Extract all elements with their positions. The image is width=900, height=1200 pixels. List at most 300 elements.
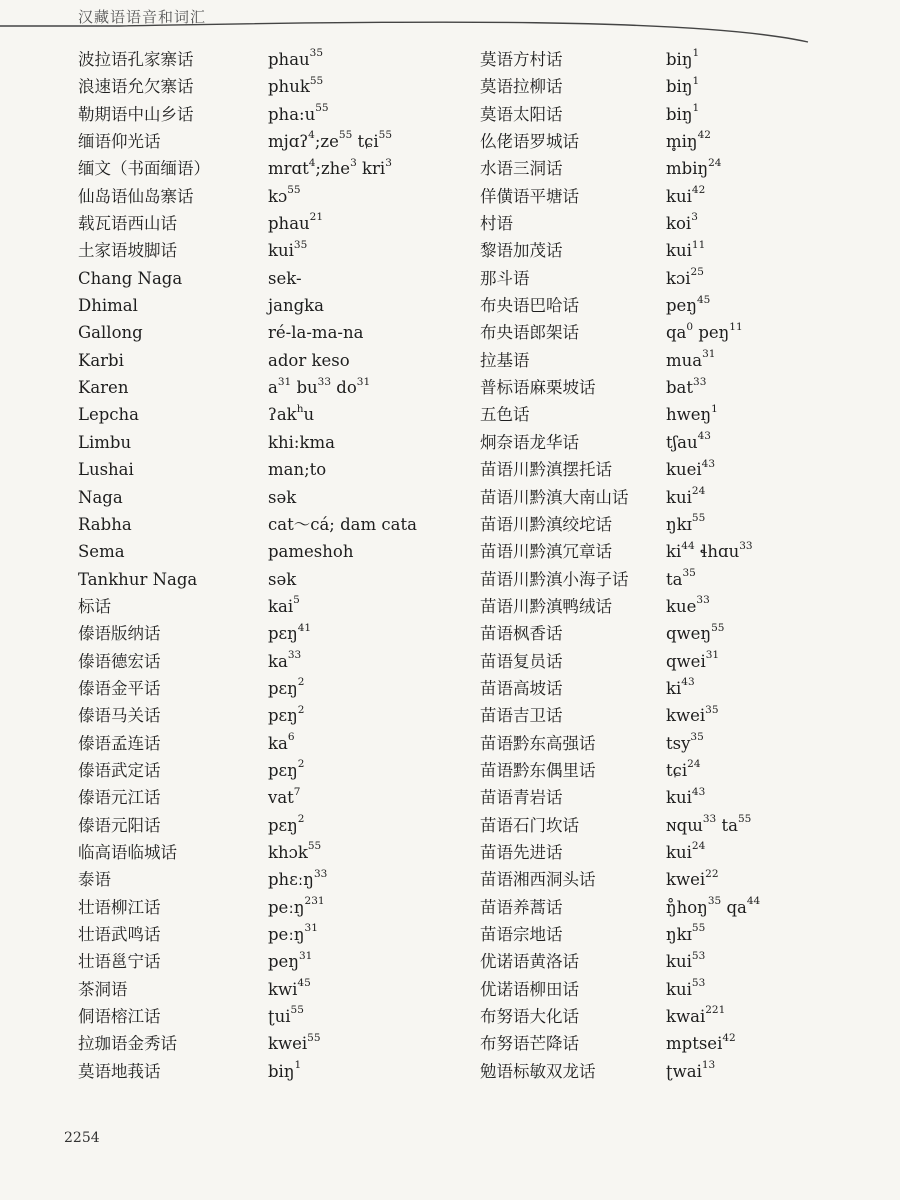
entry-row <box>480 73 760 100</box>
entry-row <box>78 1030 417 1057</box>
form-segment: phuk <box>268 77 310 97</box>
language-name: Chang Naga <box>78 268 183 288</box>
entry-row <box>78 183 417 210</box>
form-segment: kui <box>666 952 692 972</box>
form-segment: ʈwai <box>666 1061 702 1081</box>
form-segment: kwai <box>666 1007 706 1027</box>
language-name: Limbu <box>78 432 132 452</box>
language-name: 苗语湘西洞头话 <box>480 870 596 890</box>
word-form <box>268 511 417 538</box>
entry-row <box>480 237 760 264</box>
tone-mark: 55 <box>338 129 353 142</box>
language-name: 壮语武鸣话 <box>78 925 161 944</box>
language-name: 优诺语柳田话 <box>480 979 579 999</box>
word-form <box>666 866 719 893</box>
word-form <box>666 1058 715 1085</box>
language-name: 仫佬语罗城话 <box>480 132 579 152</box>
entry-row <box>480 265 760 292</box>
form-segment: ʈui <box>268 1007 291 1027</box>
form-segment: pɛŋ <box>268 624 298 644</box>
language-name: 傣语金平话 <box>78 678 161 698</box>
language-name: 壮语柳江话 <box>78 897 161 917</box>
word-form <box>666 730 704 757</box>
tone-mark: 25 <box>690 266 704 279</box>
word-form <box>268 921 318 948</box>
language-name: 苗语川黔滇冗章话 <box>480 542 612 562</box>
entry-row <box>480 866 760 893</box>
word-form <box>666 839 705 866</box>
tone-mark: 1 <box>294 1059 302 1072</box>
language-name: 勒期语中山乡话 <box>78 104 194 124</box>
language-name: 苗语宗地话 <box>480 925 563 944</box>
word-form <box>666 319 743 346</box>
language-name: 炯奈语龙华话 <box>480 432 579 452</box>
tone-mark: 1 <box>692 74 700 87</box>
language-name: 勉语标敏双龙话 <box>480 1061 596 1081</box>
form-segment: kri <box>356 159 386 179</box>
language-name: 标话 <box>78 596 111 616</box>
left-column <box>78 46 417 1085</box>
language-name: 浪速语允欠寨话 <box>78 77 194 97</box>
form-segment: phɛːŋ <box>268 870 314 890</box>
entry-row <box>480 155 760 182</box>
form-segment: ré-la-ma-na <box>268 323 364 343</box>
tone-mark: 7 <box>293 785 301 798</box>
language-name: 水语三洞话 <box>480 159 563 179</box>
form-segment: kai <box>268 596 294 616</box>
tone-mark: 55 <box>307 840 322 853</box>
tone-mark: 24 <box>708 156 722 169</box>
language-name: 苗语川黔滇鸭绒话 <box>480 596 612 616</box>
word-form <box>666 511 705 538</box>
word-form <box>666 538 753 565</box>
entry-row <box>480 183 760 210</box>
tone-mark: 35 <box>707 895 722 908</box>
tone-mark: 44 <box>746 895 761 908</box>
form-segment: ɴqɯ <box>666 815 703 835</box>
form-segment: ki <box>666 542 682 562</box>
word-form <box>666 484 705 511</box>
form-segment: mptsei <box>666 1034 723 1054</box>
language-name: 莫语太阳话 <box>480 104 563 124</box>
language-name: 苗语川黔滇大南山话 <box>480 487 629 507</box>
word-form <box>666 620 724 647</box>
language-name: 苗语吉卫话 <box>480 706 563 726</box>
form-segment: peːŋ <box>268 925 305 944</box>
entry-row <box>480 702 760 729</box>
tone-mark: 55 <box>287 184 301 197</box>
language-name: 苗语石门坎话 <box>480 815 579 835</box>
tone-mark: 31 <box>298 949 313 962</box>
word-form <box>268 456 326 483</box>
entry-row <box>480 1030 760 1057</box>
language-name: 侗语榕江话 <box>78 1007 161 1027</box>
tone-mark: 45 <box>297 977 311 990</box>
entry-row <box>480 839 760 866</box>
form-segment: qa <box>721 897 747 917</box>
language-name: 苗语川黔滇绞坨话 <box>480 514 612 534</box>
language-name: 茶洞语 <box>78 979 128 999</box>
entry-row <box>480 128 760 155</box>
entry-row <box>480 757 760 784</box>
language-name: 黎语加茂话 <box>480 241 563 261</box>
language-name: Gallong <box>78 323 143 343</box>
language-name: 莫语地莪话 <box>78 1061 161 1081</box>
entry-row <box>480 347 760 374</box>
form-segment: kue <box>666 596 697 616</box>
language-name: 傣语版纳话 <box>78 624 161 644</box>
tone-mark: 35 <box>690 731 704 743</box>
entry-row <box>480 456 760 483</box>
word-form <box>268 976 311 1003</box>
word-form <box>268 675 304 702</box>
word-form <box>268 128 392 155</box>
language-name: 傣语武定话 <box>78 760 161 780</box>
form-segment: kwi <box>268 979 298 999</box>
form-segment: ka <box>268 651 288 671</box>
entry-row <box>78 894 417 921</box>
entry-row <box>78 784 417 811</box>
entry-row <box>480 1058 760 1085</box>
language-name: 苗语先进话 <box>480 842 563 862</box>
language-name: 那斗语 <box>480 268 530 288</box>
form-segment: mua <box>666 350 703 370</box>
tone-mark: 24 <box>691 484 706 497</box>
word-form <box>666 128 711 155</box>
entry-row <box>480 292 760 319</box>
tone-mark: 35 <box>293 238 308 251</box>
word-form <box>666 702 719 729</box>
language-name: Naga <box>78 487 123 507</box>
tone-mark: 42 <box>722 1031 736 1044</box>
language-name: 苗语枫香话 <box>480 624 563 644</box>
form-segment: jangka <box>268 296 324 316</box>
entry-row <box>78 128 417 155</box>
word-form <box>666 456 715 483</box>
entry-row <box>78 648 417 675</box>
form-segment: vat <box>268 788 294 808</box>
tone-mark: 31 <box>705 648 720 661</box>
tone-mark: 33 <box>287 648 302 661</box>
form-segment: ka <box>268 733 288 753</box>
form-segment: peŋ <box>666 296 697 316</box>
entry-row <box>78 319 417 346</box>
language-name: Rabha <box>78 514 132 534</box>
language-name: 苗语川黔滇小海子话 <box>480 569 629 589</box>
language-name: 拉珈语金秀话 <box>78 1034 177 1054</box>
word-form <box>666 593 710 620</box>
word-form <box>666 1003 725 1030</box>
word-form <box>666 374 706 401</box>
entry-row <box>480 976 760 1003</box>
form-segment: kɔ <box>268 186 288 206</box>
form-segment: kui <box>666 979 692 999</box>
language-name: 仙岛语仙岛寨话 <box>78 186 194 206</box>
tone-mark: 41 <box>297 621 312 634</box>
tone-mark: 4 <box>308 129 315 142</box>
form-segment: mrɑt <box>268 159 309 179</box>
entry-row <box>78 1058 417 1085</box>
word-form <box>268 620 311 647</box>
form-segment: mbiŋ <box>666 159 709 179</box>
form-segment: kui <box>268 241 294 261</box>
word-form <box>268 237 307 264</box>
tone-mark: 42 <box>697 129 711 142</box>
language-name: 傣语元阳话 <box>78 815 161 835</box>
tone-mark: 45 <box>696 293 711 306</box>
language-name: 苗语复员话 <box>480 651 563 671</box>
word-form <box>666 948 705 975</box>
form-segment: kwei <box>666 870 706 890</box>
entry-row <box>78 976 417 1003</box>
word-form <box>268 866 327 893</box>
language-name: 缅文（书面缅语） <box>78 159 210 179</box>
entry-row <box>480 101 760 128</box>
tone-mark: 55 <box>309 74 324 87</box>
word-form <box>666 648 719 675</box>
entry-row <box>480 566 760 593</box>
form-segment: pɛŋ <box>268 678 298 698</box>
tone-mark: 53 <box>691 977 706 990</box>
word-form <box>666 347 716 374</box>
word-form <box>666 921 705 948</box>
tone-mark: 53 <box>691 949 706 962</box>
language-name: 布央语巴哈话 <box>480 296 579 316</box>
language-name: Lushai <box>78 460 134 480</box>
word-form <box>268 210 323 237</box>
language-name: 布努语大化话 <box>480 1007 579 1027</box>
entry-row <box>480 401 760 428</box>
word-form <box>268 101 329 128</box>
form-segment: pɛŋ <box>268 706 298 726</box>
word-form <box>666 265 704 292</box>
form-segment: qweŋ <box>666 624 712 644</box>
word-form <box>268 538 353 565</box>
word-form <box>268 429 335 456</box>
word-form <box>268 1003 304 1030</box>
word-form <box>268 265 302 292</box>
tone-mark: 31 <box>356 375 371 388</box>
tone-mark: 11 <box>691 238 706 251</box>
tone-mark: 31 <box>304 922 318 935</box>
word-form <box>666 237 705 264</box>
tone-mark: 2 <box>297 676 305 689</box>
entry-row <box>480 593 760 620</box>
form-segment: kui <box>666 487 692 507</box>
entry-row <box>78 265 417 292</box>
form-segment: pha:u <box>268 104 316 124</box>
entry-row <box>480 948 760 975</box>
entry-row <box>78 757 417 784</box>
tone-mark: 1 <box>711 402 718 415</box>
form-segment: ŋ̊hoŋ <box>666 897 708 917</box>
running-head: 汉藏语语音和词汇 <box>78 8 207 26</box>
tone-mark: 35 <box>682 566 696 579</box>
entry-row <box>78 401 417 428</box>
word-form <box>268 593 300 620</box>
form-segment: kui <box>666 186 692 206</box>
tone-mark: 43 <box>701 457 716 470</box>
language-name: 傣语马关话 <box>78 706 161 726</box>
form-segment: u <box>303 405 315 425</box>
form-segment: sek- <box>268 268 302 288</box>
entry-row <box>78 347 417 374</box>
form-segment: bat <box>666 378 694 398</box>
entry-row <box>480 730 760 757</box>
form-segment: sək <box>268 487 297 507</box>
form-segment: biŋ <box>268 1061 295 1081</box>
tone-mark: 24 <box>691 840 706 853</box>
language-name: 村语 <box>480 214 513 234</box>
entry-row <box>78 538 417 565</box>
tone-mark: 1 <box>692 47 700 60</box>
form-segment: kwei <box>268 1034 308 1054</box>
word-form <box>268 155 392 182</box>
tone-mark: 43 <box>697 430 711 443</box>
tone-mark: 3 <box>385 156 392 169</box>
word-form <box>666 812 751 839</box>
language-name: Karbi <box>78 350 124 370</box>
form-segment: tsy <box>666 733 691 753</box>
word-form <box>666 757 701 784</box>
tone-mark: 55 <box>691 512 706 525</box>
form-segment: ki <box>666 678 682 698</box>
form-segment: tɕi <box>352 132 379 152</box>
entry-row <box>78 593 417 620</box>
word-form <box>268 484 296 511</box>
entry-row <box>78 101 417 128</box>
tone-mark: 24 <box>687 758 701 771</box>
word-form <box>268 566 296 593</box>
form-segment: m̥iŋ <box>666 132 698 152</box>
form-segment: ŋkɪ <box>666 925 692 944</box>
entry-row <box>78 429 417 456</box>
language-name: 莫语方村话 <box>480 50 563 69</box>
language-name: 傣语孟连话 <box>78 733 161 753</box>
form-segment: koi <box>666 214 692 234</box>
tone-mark: 22 <box>705 867 719 880</box>
form-segment: ador keso <box>268 350 350 370</box>
tone-mark: 55 <box>378 129 393 142</box>
entry-row <box>78 730 417 757</box>
tone-mark: 43 <box>691 785 706 798</box>
tone-mark: 21 <box>309 211 324 224</box>
entry-row <box>480 484 760 511</box>
word-form <box>666 210 698 237</box>
form-segment: tʃau <box>666 432 698 452</box>
language-name: 苗语黔东高强话 <box>480 733 596 753</box>
form-segment: phau <box>268 214 310 234</box>
word-form <box>268 948 312 975</box>
tone-mark: 55 <box>315 102 329 115</box>
entry-row <box>480 620 760 647</box>
language-name: 苗语川黔滇摆托话 <box>480 460 612 480</box>
tone-mark: 3 <box>350 156 357 169</box>
entry-row <box>78 374 417 401</box>
language-name: 优诺语黄洛话 <box>480 952 579 972</box>
word-form <box>268 784 300 811</box>
tone-mark: 31 <box>702 348 716 361</box>
entry-row <box>480 812 760 839</box>
entry-row <box>480 648 760 675</box>
form-segment: mjɑʔ <box>268 132 309 152</box>
form-segment: kɔi <box>666 268 691 288</box>
tone-mark: 43 <box>681 676 695 689</box>
entry-row <box>78 484 417 511</box>
right-column <box>480 46 760 1085</box>
entry-row <box>480 784 760 811</box>
tone-mark: 6 <box>287 731 295 743</box>
language-name: Dhimal <box>78 296 138 316</box>
language-name: Lepcha <box>78 405 139 425</box>
language-name: 载瓦语西山话 <box>78 214 177 234</box>
language-name: 布央语郎架话 <box>480 323 579 343</box>
tone-mark: 231 <box>304 895 325 908</box>
word-form <box>268 730 295 757</box>
language-name: 布努语芒降话 <box>480 1034 579 1054</box>
form-segment: hweŋ <box>666 405 712 425</box>
language-name: 苗语养蒿话 <box>480 897 563 917</box>
word-form <box>666 894 760 921</box>
entry-row <box>480 210 760 237</box>
tone-mark: 1 <box>692 102 700 115</box>
language-name: 五色话 <box>480 405 530 425</box>
word-form <box>268 46 323 73</box>
tone-mark: 2 <box>297 758 305 771</box>
form-segment: do <box>331 378 357 398</box>
form-segment: khi:kma <box>268 432 335 452</box>
form-segment: khɔk <box>268 842 308 862</box>
tone-mark: 13 <box>701 1059 716 1072</box>
entry-row <box>480 374 760 401</box>
form-segment: pɛŋ <box>268 815 298 835</box>
word-form <box>666 46 699 73</box>
language-name: 土家语坡脚话 <box>78 241 177 261</box>
tone-mark: 42 <box>691 184 706 197</box>
language-name: 傣语元江话 <box>78 788 161 808</box>
entry-row <box>480 429 760 456</box>
word-form <box>268 374 370 401</box>
word-form <box>666 429 711 456</box>
word-form <box>666 155 722 182</box>
entry-row <box>78 566 417 593</box>
entry-row <box>480 894 760 921</box>
word-form <box>666 101 699 128</box>
tone-mark: 2 <box>297 703 305 716</box>
form-segment: biŋ <box>666 104 693 124</box>
language-name: Karen <box>78 378 129 398</box>
language-name: 苗语青岩话 <box>480 788 563 808</box>
word-form <box>268 347 350 374</box>
form-segment: tɕi <box>666 760 688 780</box>
form-segment: qa <box>666 323 687 343</box>
word-form <box>268 839 321 866</box>
language-name: 苗语高坡话 <box>480 678 563 698</box>
entry-row <box>78 866 417 893</box>
word-form <box>268 702 304 729</box>
language-name: 波拉语孔家寨话 <box>78 50 194 69</box>
tone-mark: 35 <box>705 703 719 716</box>
form-segment: kui <box>666 241 692 261</box>
language-name: 缅语仰光话 <box>78 132 161 152</box>
form-segment: kui <box>666 788 692 808</box>
tone-mark: 35 <box>309 47 324 60</box>
entry-row <box>78 511 417 538</box>
language-name: 临高语临城话 <box>78 842 177 862</box>
word-form <box>666 1030 736 1057</box>
form-segment: ŋkɪ <box>666 514 692 534</box>
word-form <box>666 784 705 811</box>
